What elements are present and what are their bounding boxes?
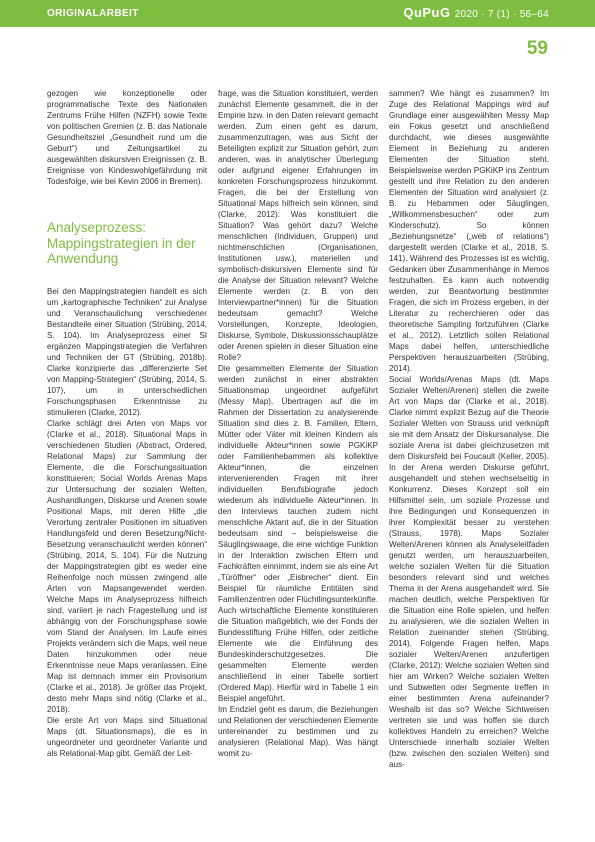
- paragraph: Im Endziel geht es darum, die Beziehungen und Relationen der verschiedenen Elemente untereinander zu bestimmen und zu analysieren (Relational Map). Was hängt womit zu-: [218, 705, 378, 758]
- column-3: [389, 88, 549, 770]
- column-1: [47, 88, 207, 759]
- paragraph: sammen? Wie hängt es zusammen? Im Zuge des Relational Mappings wird auf Grundlage einer ausgewählten Messy Map ein Fokus gesetzt und anschließend durchdacht, wie dieses ausgewählte Element in Beziehung zu anderen Elementen der Situation steht. Beispielsweise werden PGKiKP ins Zentrum gestellt und ihre Relation zu den anderen Elementen der Situation wird analysiert (z. B. zu Hebammen oder Säuglingen, „Willkommensbesuchen“ oder zum Kinderschutz). So können „Beziehungsnetze“ („web of relations“) dargestellt werden (Clarke et al., 2018, S. 141). Während des Prozesses ist es wichtig, Gedanken über Zusammenhänge in Memos festzuhalten. Es kann auch notwendig werden, zur Beantwortung bestimmter Fragen, die sich im Prozess ergeben, in der Literatur zu recherchieren oder das theoretische Sampling fortzuführen (Clarke et al., 2012). Letztlich sollen Relational Maps dabei helfen, unterschiedliche Perspektiven herauszuarbeiten (Strübing, 2014).: [389, 89, 549, 373]
- paragraph: gezogen wie konzeptionelle oder programmatische Texte des Nationalen Zentrums Frühe Hilfen (NZFH) sowie Texte von politischen Gremien (z. B. das Nationale Gesundheitsziel „Gesundheit rund um die Geburt“) und Zeitungsartikel zu ausgewählten diskursiven Ereignissen (z. B. Ereignisse von Kindeswohlgefährdung mit Todesfolge, wie bei Kevin 2006 in Bremen).: [47, 89, 207, 186]
- section-label: ORIGINALARBEIT: [47, 8, 139, 19]
- journal-logo: QuPuG: [403, 5, 451, 20]
- page-number: 59: [526, 38, 548, 59]
- paragraph: Clarke schlägt drei Arten von Maps vor (Clarke et al., 2018). Situational Maps in verschiedenen Studien (Abstract, Ordered, Relational Maps) zur Sammlung der Elemente, die die Forschungssituation konstituieren; Social Worlds Arenas Maps zur Untersuchung der sozialen Welten, Aushandlungen, Diskurse und Arenen sowie Positional Maps, mit deren Hilfe „die Verortung zentraler Positionen im situativen Handlungsfeld und deren Besetzung/Nicht-Besetzung veranschaulicht werden können“ (Strübing, 2014, S. 104). Für die Nutzung der Mappingstrategien gibt es weder eine Reihenfolge noch müssen zwingend alle Arten von Mapsangewendet werden. Welche Maps im Analyseprozess hilfreich sind, variiert je nach Fragestellung und ist abhängig von der Forschungsphase sowie vom Stand der Analysen. Im Laufe eines Projekts verändern sich die Maps, weil neue Daten hinzukommen oder neue Erkenntnisse neue Maps veranlassen. Eine Map ist demnach immer ein Provisorium (Clarke et al., 2018). Je größer das Projekt, desto mehr Maps sind nötig (Clarke et al., 2018).: [47, 418, 207, 714]
- paragraph: Social Worlds/Arenas Maps (dt. Maps Sozialer Welten/Arenen) stellen die zweite Art von Maps dar (Clarke et al., 2018). Clarke nimmt explizit Bezug auf die Theorie Sozialer Welten von Strauss und verknüpft sie mit dem Ansatz der Diskursanalyse. Die soziale Arena ist dabei gleichzusetzen mit dem Diskursfeld bei Foucault (Keller, 2005). In der Arena werden Diskurse geführt, ausgehandelt und stehen wechselseitig in Konkurrenz. Dieses Konzept soll ein Hilfsmittel sein, um soziale Prozesse und ihre Bedingungen und Konsequenzen in ihrer Komplexität besser zu verstehen (Strauss, 1978). Maps Sozialer Welten/Arenen können als Analyseleitfaden genutzt werden, um herauszuarbeiten, welche sozialen Welten für die Situation besonders relevant sind und welches Thema in der Arena ausgehandelt wird. Sie machen deutlich, welche Perspektiven für die Situation eine Rolle spielen, und helfen zu analysieren, wie die sozialen Welten in Relation zueinander stehen (Strübing, 2014). Folgende Fragen helfen, Maps sozialer Welten/Arenen anzufertigen (Clarke, 2012): Welche sozialen Welten sind hier am Wirken? Welche sozialen Welten und Subwelten oder Segmente treffen in einer bestimmten Arena aufeinander? Weshalb ist das so? Welche Sichtweisen vertreten sie und was hoffen sie durch kollektives Handeln zu erreichen? Welche Unterschiede innerhalb sozialer Welten (bzw. zwischen den sozialen Welten) sind aus-: [389, 375, 549, 769]
- section-heading: Analyseprozess: Mappingstrategien in der Anwendung: [47, 220, 196, 266]
- journal-brand: [403, 5, 549, 20]
- journal-issue: 2020 · 7 (1) · 56–64: [454, 9, 549, 20]
- paragraph: frage, was die Situation konstituiert, werden zunächst Elemente gesammelt, die in der Empirie bzw. in den Daten relevant gemacht werden. Zum einen geht es darum, zusammenzutragen, was aus Sicht der Beteiligten explizit zur Situation gehört, zum anderen, was in analytischer Überlegung oder aufgrund eigener Erfahrungen im konkreten Forschungsprozess hinzukommt. Fragen, die bei der Erstellung von Situational Maps hilfreich sein können, sind (Clarke, 2012): Was konstituiert die Situation? Was gehört dazu? Welche menschlichen (Individuen, Gruppen) und nichtmenschlichen (Organisationen, Institutionen usw.), materiellen und symbolisch-diskursiven Elemente sind für die Analyse der Situation relevant? Welche Elemente werden (z. B. von den Interviewpartner*innen) für die Situation bedeutsam gemacht? Welche Vorstellungen, Konzepte, Ideologien, Diskurse, Symbole, Diskussionsschauplätze oder Arenen spielen in dieser Situation eine Rolle?: [218, 89, 378, 362]
- column-2: [218, 88, 378, 759]
- paragraph: Bei den Mappingstrategien handelt es sich um „kartographische Techniken“ zur Analyse und Veranschaulichung verschiedener Bestandteile einer Situation (Strübing, 2014, S. 104). Im Analyseprozess einer SI ergänzen Mappingstrategien die Verfahren und Techniken der GT (Strübing, 2018b). Clarke konzipierte das „differenzierte Set von Mapping-Strategien“ (Strübing, 2014, S. 107), um in unterschiedlichen Forschungsphasen Erkenntnisse zu stimulieren (Clarke, 2012).: [47, 286, 207, 417]
- paragraph: Die gesammelten Elemente der Situation werden zunächst in einer abstrakten Situationsmap ungeordnet aufgeführt (Messy Map). Übertragen auf die im Rahmen der Dissertation zu analysierende Situation sind dies z. B. Familien, Eltern, Mütter oder Väter mit kleinen Kindern als individuelle Akteur*innen sowie PGKiKP oder Familienhebammen als kollektive Akteur*innen, die einzelnen intervenierenden Fragen mit ihrer individuellen Berufsbiografie jedoch wiederum als individuelle Akteur*innen. In den Interviews tauchen zudem nicht menschliche Aktant auf, die in der Situation bedeutsam sind – beispielsweise die Säuglingswaage, die eine wichtige Funktion in der Interaktion zwischen Eltern und Fachkräften einnimmt, indem sie als eine Art „Türöffner“ oder „Eisbrecher“ dient. Ein Beispiel für räumliche Entitäten sind Familienzentren oder Flüchtlingsunterkünfte. Auch wirtschaftliche Elemente konstituieren die Situation maßgeblich, wie der Fonds der Bundesstiftung Frühe Hilfen, oder zeitliche Elemente wie die Einführung des Bundeskinderschutzgesetzes. Die gesammelten Elemente werden anschließend in einer Tabelle sortiert (Ordered Map). Hierfür wird in Tabelle 1 ein Beispiel angeführt.: [218, 364, 378, 703]
- paragraph: Die erste Art von Maps sind Situational Maps (dt. Situationsmaps), die es in ungeordneter und geordneter Variante und als Relational-Map gibt. Gemäß der Leit-: [47, 715, 207, 758]
